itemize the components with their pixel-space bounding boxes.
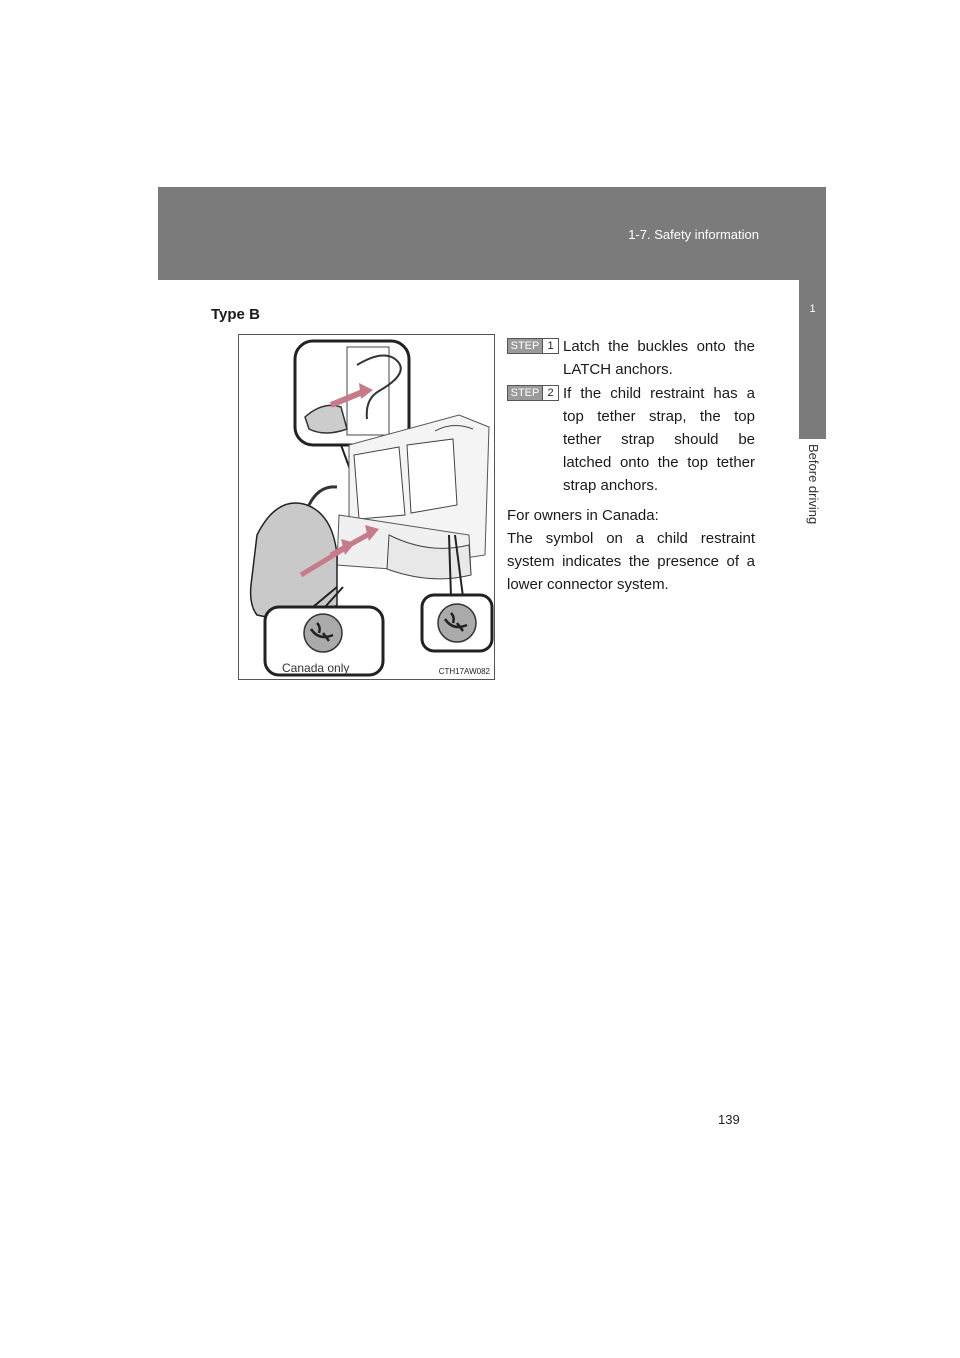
chapter-label: Before driving bbox=[806, 444, 821, 525]
header-band bbox=[158, 187, 799, 280]
illustration-drawing bbox=[239, 335, 496, 681]
step-text: If the child restraint has a top tether strap, the top tether strap should be latched onto the top tether strap anchors. bbox=[563, 385, 755, 494]
step-1 bbox=[507, 335, 755, 381]
chapter-number: 1 bbox=[809, 303, 816, 315]
child-seat-illustration bbox=[238, 334, 495, 680]
note-body: The symbol on a child restraint system indicates the presence of a lower connector system. bbox=[507, 530, 755, 593]
figure-code: CTH17AW082 bbox=[438, 667, 490, 676]
canada-only-label: Canada only bbox=[282, 661, 350, 675]
chapter-tab bbox=[799, 187, 826, 439]
note-title: For owners in Canada: bbox=[507, 507, 659, 524]
step-badge: STEP 2 bbox=[507, 385, 559, 401]
step-2 bbox=[507, 382, 755, 497]
step-text: Latch the buckles onto the LATCH anchors. bbox=[563, 338, 755, 378]
section-title: 1-7. Safety information bbox=[628, 227, 759, 242]
page-number: 139 bbox=[718, 1112, 740, 1127]
page-title: Type B bbox=[211, 306, 260, 323]
step-badge: STEP 1 bbox=[507, 338, 559, 354]
